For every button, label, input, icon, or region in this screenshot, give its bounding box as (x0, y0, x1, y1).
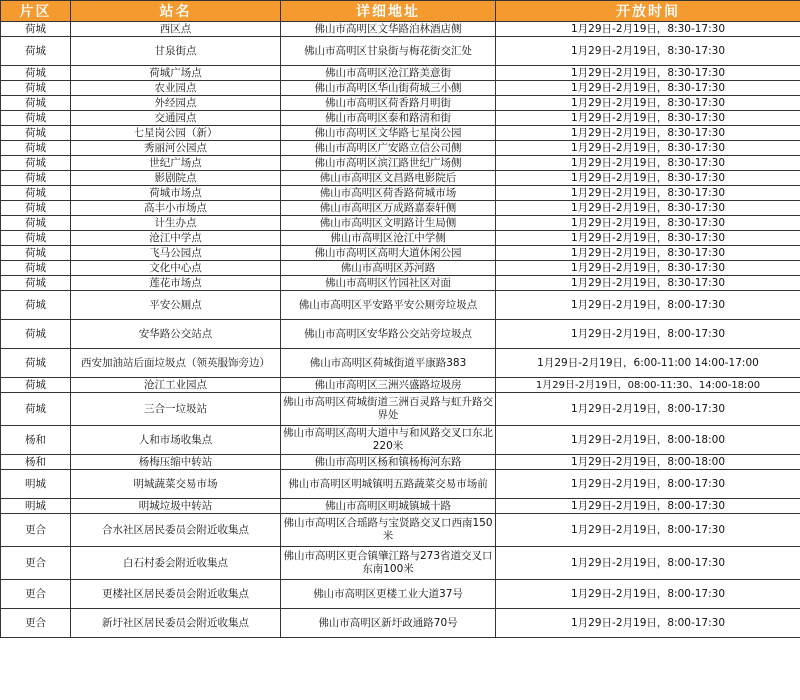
station-name-cell: 荷城市场点 (71, 186, 281, 201)
address-cell: 佛山市高明区明城镇明五路蔬菜交易市场前 (281, 470, 496, 499)
address-cell: 佛山市高明区广安路立信公司侧 (281, 141, 496, 156)
station-name-cell: 明城垃圾中转站 (71, 499, 281, 514)
open-time-cell: 1月29日-2月19日，8:30-17:30 (496, 216, 800, 231)
district-cell: 荷城 (1, 81, 71, 96)
district-cell: 明城 (1, 499, 71, 514)
station-name-cell: 合水社区居民委员会附近收集点 (71, 514, 281, 547)
open-time-cell: 1月29日-2月19日，8:30-17:30 (496, 96, 800, 111)
table-row (1, 426, 800, 455)
table-row (1, 291, 800, 320)
district-cell: 荷城 (1, 378, 71, 393)
address-cell: 佛山市高明区荷城街道平康路383 (281, 349, 496, 378)
station-name-cell: 秀丽河公园点 (71, 141, 281, 156)
address-cell: 佛山市高明区甘泉街与梅花街交汇处 (281, 37, 496, 66)
district-cell: 荷城 (1, 126, 71, 141)
station-name-cell: 平安公厕点 (71, 291, 281, 320)
station-name-cell: 外经园点 (71, 96, 281, 111)
table-row (1, 276, 800, 291)
station-name-cell: 人和市场收集点 (71, 426, 281, 455)
district-cell: 荷城 (1, 276, 71, 291)
district-cell: 荷城 (1, 291, 71, 320)
station-name-cell: 农业园点 (71, 81, 281, 96)
address-cell: 佛山市高明区新圩政通路70号 (281, 609, 496, 638)
district-cell: 荷城 (1, 261, 71, 276)
district-cell: 杨和 (1, 426, 71, 455)
header-address: 详细地址 (281, 1, 496, 22)
address-cell: 佛山市高明区杨和镇杨梅河东路 (281, 455, 496, 470)
address-cell: 佛山市高明区合瑶路与宝贤路交叉口西南150米 (281, 514, 496, 547)
table-row (1, 246, 800, 261)
table-row (1, 378, 800, 393)
address-cell: 佛山市高明区荷城街道三洲百灵路与虹升路交界处 (281, 393, 496, 426)
open-time-cell: 1月29日-2月19日，8:00-17:30 (496, 580, 800, 609)
open-time-cell: 1月29日-2月19日，8:00-17:30 (496, 320, 800, 349)
header-station-name: 站名 (71, 1, 281, 22)
station-name-cell: 西安加油站后面垃圾点（领英服饰旁边） (71, 349, 281, 378)
station-name-cell: 飞马公园点 (71, 246, 281, 261)
table-row (1, 37, 800, 66)
table-row (1, 231, 800, 246)
open-time-cell: 1月29日-2月19日，8:30-17:30 (496, 261, 800, 276)
table-row (1, 609, 800, 638)
district-cell: 荷城 (1, 111, 71, 126)
table-row (1, 96, 800, 111)
address-cell: 佛山市高明区荷香路荷城市场 (281, 186, 496, 201)
open-time-cell: 1月29日-2月19日，8:00-18:00 (496, 426, 800, 455)
district-cell: 荷城 (1, 201, 71, 216)
address-cell: 佛山市高明区高明大道中与和风路交叉口东北220米 (281, 426, 496, 455)
open-time-cell: 1月29日-2月19日，8:00-17:30 (496, 514, 800, 547)
open-time-cell: 1月29日-2月19日，8:30-17:30 (496, 246, 800, 261)
open-time-cell: 1月29日-2月19日，8:30-17:30 (496, 231, 800, 246)
station-name-cell: 交通园点 (71, 111, 281, 126)
district-cell: 更合 (1, 580, 71, 609)
station-name-cell: 三合一垃圾站 (71, 393, 281, 426)
table-row (1, 349, 800, 378)
table-row (1, 261, 800, 276)
district-cell: 荷城 (1, 349, 71, 378)
station-name-cell: 荷城广场点 (71, 66, 281, 81)
open-time-cell: 1月29日-2月19日，8:30-17:30 (496, 276, 800, 291)
station-name-cell: 新圩社区居民委员会附近收集点 (71, 609, 281, 638)
open-time-cell: 1月29日-2月19日，8:30-17:30 (496, 22, 800, 37)
table-row (1, 171, 800, 186)
station-name-cell: 西区点 (71, 22, 281, 37)
station-name-cell: 文化中心点 (71, 261, 281, 276)
open-time-cell: 1月29日-2月19日，8:30-17:30 (496, 156, 800, 171)
open-time-cell: 1月29日-2月19日，8:30-17:30 (496, 81, 800, 96)
table-row (1, 547, 800, 580)
address-cell: 佛山市高明区万成路嘉泰轩侧 (281, 201, 496, 216)
district-cell: 荷城 (1, 37, 71, 66)
table-row (1, 111, 800, 126)
open-time-cell: 1月29日-2月19日，8:30-17:30 (496, 141, 800, 156)
open-time-cell: 1月29日-2月19日，8:00-17:30 (496, 291, 800, 320)
district-cell: 杨和 (1, 455, 71, 470)
address-cell: 佛山市高明区荷香路月明街 (281, 96, 496, 111)
district-cell: 荷城 (1, 246, 71, 261)
table-row (1, 514, 800, 547)
open-time-cell: 1月29日-2月19日，8:00-17:30 (496, 393, 800, 426)
table-row (1, 141, 800, 156)
open-time-cell: 1月29日-2月19日，8:30-17:30 (496, 186, 800, 201)
table-row (1, 81, 800, 96)
district-cell: 荷城 (1, 393, 71, 426)
open-time-cell: 1月29日-2月19日，8:00-17:30 (496, 470, 800, 499)
table-row (1, 22, 800, 37)
address-cell: 佛山市高明区明城镇城十路 (281, 499, 496, 514)
district-cell: 更合 (1, 514, 71, 547)
open-time-cell: 1月29日-2月19日，08:00-11:30、14:00-18:00 (496, 378, 800, 393)
address-cell: 佛山市高明区安华路公交站旁垃圾点 (281, 320, 496, 349)
district-cell: 荷城 (1, 186, 71, 201)
district-cell: 荷城 (1, 231, 71, 246)
address-cell: 佛山市高明区滨江路世纪广场侧 (281, 156, 496, 171)
station-name-cell: 世纪广场点 (71, 156, 281, 171)
district-cell: 荷城 (1, 96, 71, 111)
station-name-cell: 杨梅压缩中转站 (71, 455, 281, 470)
station-name-cell: 明城蔬菜交易市场 (71, 470, 281, 499)
district-cell: 更合 (1, 547, 71, 580)
table-row (1, 455, 800, 470)
station-name-cell: 更楼社区居民委员会附近收集点 (71, 580, 281, 609)
header-row (1, 1, 800, 22)
table-row (1, 156, 800, 171)
header-open-time: 开放时间 (496, 1, 800, 22)
open-time-cell: 1月29日-2月19日，8:30-17:30 (496, 66, 800, 81)
open-time-cell: 1月29日-2月19日，8:30-17:30 (496, 111, 800, 126)
address-cell: 佛山市高明区更楼工业大道37号 (281, 580, 496, 609)
open-time-cell: 1月29日-2月19日，8:30-17:30 (496, 201, 800, 216)
address-cell: 佛山市高明区沧江中学侧 (281, 231, 496, 246)
station-name-cell: 白石村委会附近收集点 (71, 547, 281, 580)
table-row (1, 393, 800, 426)
station-name-cell: 沧江工业园点 (71, 378, 281, 393)
district-cell: 荷城 (1, 22, 71, 37)
open-time-cell: 1月29日-2月19日，8:30-17:30 (496, 171, 800, 186)
table-row (1, 201, 800, 216)
address-cell: 佛山市高明区高明大道休闲公园 (281, 246, 496, 261)
station-name-cell: 影剧院点 (71, 171, 281, 186)
table-row (1, 216, 800, 231)
address-cell: 佛山市高明区泰和路清和街 (281, 111, 496, 126)
address-cell: 佛山市高明区文华路泊林酒店侧 (281, 22, 496, 37)
open-time-cell: 1月29日-2月19日，8:30-17:30 (496, 37, 800, 66)
address-cell: 佛山市高明区沧江路美意街 (281, 66, 496, 81)
station-name-cell: 莲花市场点 (71, 276, 281, 291)
station-name-cell: 计生办点 (71, 216, 281, 231)
district-cell: 荷城 (1, 171, 71, 186)
table-row (1, 126, 800, 141)
table-row (1, 470, 800, 499)
station-name-cell: 沧江中学点 (71, 231, 281, 246)
address-cell: 佛山市高明区华山街荷城三小侧 (281, 81, 496, 96)
station-name-cell: 七星岗公园（新） (71, 126, 281, 141)
table-row (1, 499, 800, 514)
district-cell: 荷城 (1, 66, 71, 81)
address-cell: 佛山市高明区三洲兴盛路垃圾房 (281, 378, 496, 393)
district-cell: 荷城 (1, 320, 71, 349)
district-cell: 荷城 (1, 216, 71, 231)
address-cell: 佛山市高明区苏河路 (281, 261, 496, 276)
header-district: 片区 (1, 1, 71, 22)
table-row (1, 580, 800, 609)
open-time-cell: 1月29日-2月19日，8:00-18:00 (496, 455, 800, 470)
address-cell: 佛山市高明区竹园社区对面 (281, 276, 496, 291)
address-cell: 佛山市高明区更合镇肇江路与273省道交叉口东南100米 (281, 547, 496, 580)
station-name-cell: 高丰小市场点 (71, 201, 281, 216)
address-cell: 佛山市高明区文明路计生局侧 (281, 216, 496, 231)
open-time-cell: 1月29日-2月19日，8:00-17:30 (496, 499, 800, 514)
open-time-cell: 1月29日-2月19日，6:00-11:00 14:00-17:00 (496, 349, 800, 378)
table-body (1, 22, 800, 638)
address-cell: 佛山市高明区文昌路电影院后 (281, 171, 496, 186)
district-cell: 明城 (1, 470, 71, 499)
table-row (1, 320, 800, 349)
district-cell: 荷城 (1, 141, 71, 156)
open-time-cell: 1月29日-2月19日，8:00-17:30 (496, 609, 800, 638)
table-row (1, 66, 800, 81)
district-cell: 更合 (1, 609, 71, 638)
table-row (1, 186, 800, 201)
station-name-cell: 安华路公交站点 (71, 320, 281, 349)
district-cell: 荷城 (1, 156, 71, 171)
address-cell: 佛山市高明区文华路七星岗公园 (281, 126, 496, 141)
station-name-cell: 甘泉街点 (71, 37, 281, 66)
address-cell: 佛山市高明区平安路平安公厕旁垃圾点 (281, 291, 496, 320)
open-time-cell: 1月29日-2月19日，8:00-17:30 (496, 547, 800, 580)
open-time-cell: 1月29日-2月19日，8:30-17:30 (496, 126, 800, 141)
